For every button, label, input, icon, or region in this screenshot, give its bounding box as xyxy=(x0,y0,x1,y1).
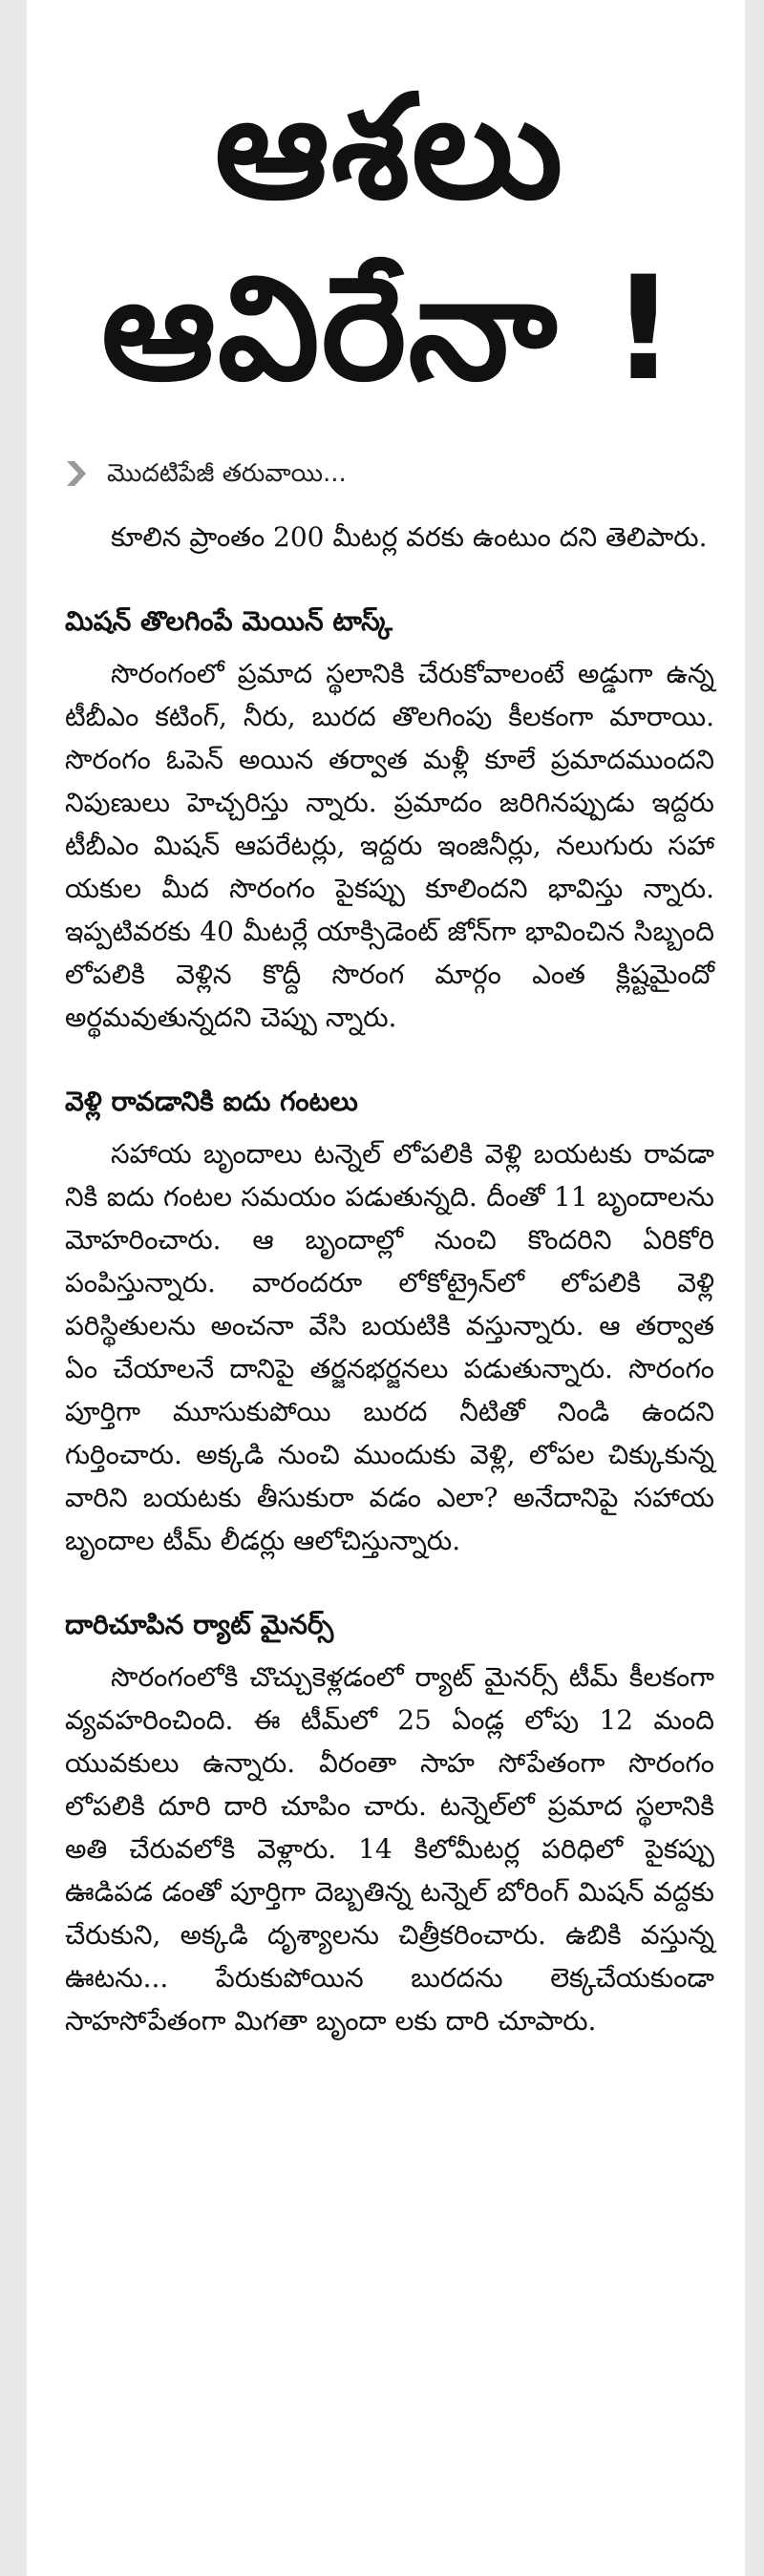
chevron-right-icon xyxy=(65,459,88,488)
headline xyxy=(65,57,714,420)
section-2-subhead: వెళ్లి రావడానికి ఐదు గంటలు xyxy=(65,1086,358,1117)
intro-paragraph: కూలిన ప్రాంతం 200 మీటర్ల వరకు ఉంటుం దని తెలిపారు. xyxy=(111,521,708,553)
section-3-subhead: దారిచూపిన ర్యాట్ మైనర్స్ xyxy=(65,1609,334,1640)
headline-line-1: ఆశలు xyxy=(214,65,565,231)
headline-line-2: ఆవిరేనా ! xyxy=(101,246,678,412)
continued-label: మొదటిపేజీ తరువాయి... xyxy=(107,459,347,488)
continued-from-front-page xyxy=(65,456,714,491)
newspaper-clipping xyxy=(27,0,745,2576)
section-1-subhead: మిషన్ తొలగింపే మెయిన్ టాస్క్ xyxy=(65,605,393,637)
section-2-body: సహాయ బృందాలు టన్నెల్ లోపలికి వెళ్లి బయటకు రావడా నికి ఐదు గంటల సమయం పడుతున్నది. దీంతో 11 బృందాలను మోహరించారు. ఆ బృందాల్లో నుంచి కొందరిని ఏరికోరి పంపిస్తున్నారు. వారందరూ లోకోట్రైన్‌లో లోపలికి వెళ్లి పరిస్థితులను అంచనా వేసి బయటికి వస్తున్నారు. ఆ తర్వాత ఏం చేయాలనే దానిపై తర్జనభర్జనలు పడుతున్నారు. సొరంగం పూర్తిగా మూసుకుపోయి బురద నీటితో నిండి ఉందని గుర్తించారు. అక్కడి నుంచి ముందుకు వెళ్లి, లోపల చిక్కుకున్న వారిని బయటకు తీసుకురా వడం ఎలా? అనేదానిపై సహాయ బృందాల టీమ్ లీడర్లు ఆలోచిస్తున్నారు. xyxy=(65,1138,714,1556)
section-1-body: సొరంగంలో ప్రమాద స్థలానికి చేరుకోవాలంటే అడ్డుగా ఉన్న టీబీఎం కటింగ్, నీరు, బురద తొలగింపు కీలకంగా మారాయి. సొరంగం ఓపెన్ అయిన తర్వాత మళ్లీ కూలే ప్రమాదముందని నిపుణులు హెచ్చరిస్తు న్నారు. ప్రమాదం జరిగినప్పుడు ఇద్దరు టీబీఎం మిషన్ ఆపరేటర్లు, ఇద్దరు ఇంజినీర్లు, నలుగురు సహా యకుల మీద సొరంగం పైకప్పు కూలిందని భావిస్తు న్నారు. ఇప్పటివరకు 40 మీటర్లే యాక్సిడెంట్ జోన్‌గా భావించిన సిబ్బంది లోపలికి వెళ్లిన కొద్దీ సొరంగ మార్గం ఎంత క్లిష్టమైందో అర్థమవుతున్నదని చెప్పు న్నారు. xyxy=(65,658,714,1033)
section-3-body: సొరంగంలోకి చొచ్చుకెళ్లడంలో ర్యాట్ మైనర్స్ టీమ్ కీలకంగా వ్యవహరించింది. ఈ టీమ్‌లో 25 ఏండ్ల లోపు 12 మంది యువకులు ఉన్నారు. వీరంతా సాహ సోపేతంగా సొరంగం లోపలికి దూరి దారి చూపిం చారు. టన్నెల్‌లో ప్రమాద స్థలానికి అతి చేరువలోకి వెళ్లారు. 14 కిలోమీటర్ల పరిధిలో పైకప్పు ఊడిపడ డంతో పూర్తిగా దెబ్బతిన్న టన్నెల్ బోరింగ్ మిషన్ వద్దకు చేరుకుని, అక్కడి దృశ్యాలను చిత్రీకరించారు. ఉబికి వస్తున్న ఊటను... పేరుకుపోయిన బురదను లెక్కచేయకుండా సాహసోపేతంగా మిగతా బృందా లకు దారి చూపారు. xyxy=(65,1661,714,2037)
